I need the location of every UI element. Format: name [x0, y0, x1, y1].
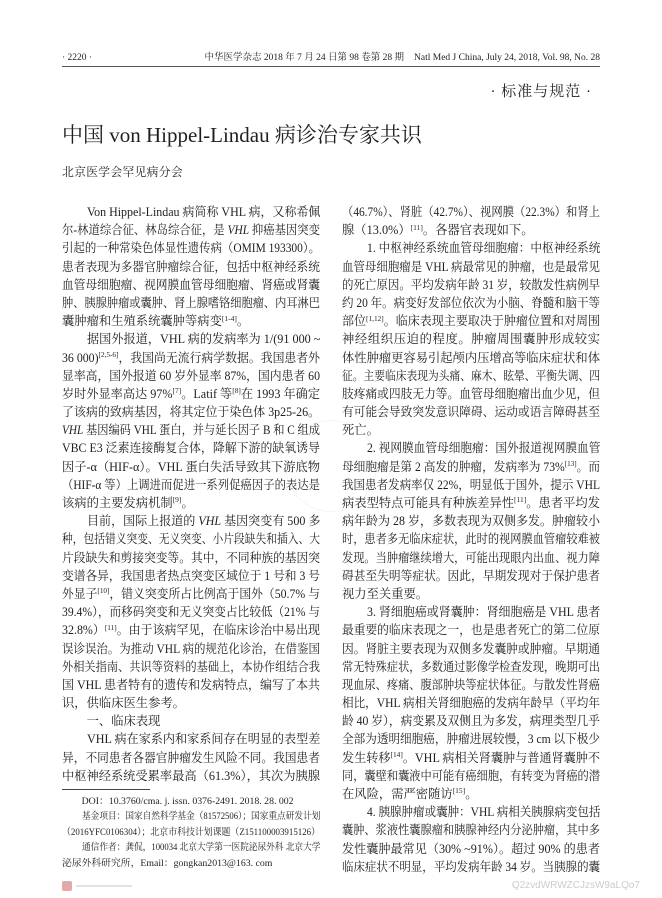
text-run: 发性囊肿最常见（30% ~91%）。超过 90% 的患者 [342, 841, 600, 856]
text-run: 体性肿瘤更容易引起颅内压增高等临床症状和体 [342, 350, 600, 365]
text-line [342, 330, 600, 348]
text-line-content [62, 494, 194, 512]
text-run: 尔-林道综合征、林岛综合征，是 [62, 223, 228, 238]
paragraph [342, 439, 600, 603]
publisher-logo-icon [62, 881, 132, 891]
text-line [342, 567, 600, 585]
text-line-content [62, 585, 320, 603]
text-line-content [367, 239, 600, 257]
text-line [342, 640, 600, 658]
text-line-content [342, 676, 600, 694]
text-run: 基因突变有 500 多 [220, 514, 321, 529]
article-title: 中国 von Hippel-Lindau 病诊治专家共识 [62, 123, 422, 147]
text-line [342, 785, 600, 803]
text-line-content [87, 712, 161, 730]
text-run: 外相关指南、共识等资料的基础上，本协作组结合我 [62, 659, 321, 674]
text-line [62, 712, 320, 730]
section-label: · 标准与规范 · [490, 84, 592, 100]
text-line [62, 276, 320, 294]
text-run: 片段缺失和剪接突变等。其中，不同种族的基因突 [62, 550, 320, 565]
text-line-content [87, 730, 320, 748]
text-line [62, 549, 320, 567]
text-line [62, 494, 320, 512]
text-line-content [62, 549, 320, 567]
text-line [62, 349, 320, 367]
text-line [62, 421, 320, 439]
paragraph [342, 803, 600, 876]
citation-ref: [14] [390, 750, 403, 760]
text-run: 因。肾脏主要表现为双侧多发囊肿或肿瘤。早期通 [342, 641, 600, 656]
text-run: 囊肿瘤和生殖系统囊肿等病变 [62, 314, 222, 329]
citation-ref: [11] [104, 622, 117, 632]
text-run: 误诊误治。为推动 VHL 病的规范化诊治，在借鉴国 [62, 641, 320, 656]
citation-ref: [11] [410, 222, 423, 232]
text-run: VHL 病在家系内和家系间存在明显的表型差 [86, 732, 320, 747]
footnote-text: （2016YFC0106304）；北京市科技计划课题（Z151100003915126） [62, 826, 320, 838]
text-run: 1. 中枢神经系统血管母细胞瘤：中枢神经系统 [366, 241, 601, 256]
text-line [342, 203, 600, 221]
text-line [342, 767, 600, 785]
text-run: 岁时外显率高达 97% [62, 386, 173, 401]
text-run: 的死亡原因。平均发病年龄 31 岁，较散发性病例早 [342, 277, 601, 292]
text-line-content [62, 439, 320, 457]
text-run: 外显子 [62, 586, 98, 601]
text-run: Von Hippel-Lindau 病简称 VHL 病，又称希佩 [86, 205, 320, 219]
text-line-content [62, 349, 320, 367]
text-run: 据国外报道，VHL 病的发病率为 1/(91 000 ~ [86, 332, 320, 347]
text-line-content [62, 312, 249, 330]
text-run: 全部为透明细胞癌，肿瘤进展较慢，3 cm 以下极少 [342, 732, 600, 747]
text-line-content [342, 494, 600, 512]
text-line [62, 476, 320, 494]
text-line-content [62, 621, 320, 639]
text-line-content [62, 749, 320, 767]
text-run: 引起的一种常染色体显性遗传病（OMIM 193300）。 [62, 241, 321, 256]
text-line-content [367, 439, 600, 457]
text-line [62, 530, 320, 548]
text-line [342, 821, 600, 839]
right-column [342, 203, 600, 876]
text-run: 母细胞瘤是第 2 高发的肿瘤，发病率为 73% [342, 459, 565, 474]
text-run: 临床症状不明显，平均发病年龄 34 岁。当胰腺的囊 [342, 859, 601, 874]
text-line-content [87, 330, 320, 348]
citation-ref: [15] [452, 786, 466, 796]
text-run: 。各器官表现如下。 [422, 223, 534, 238]
text-run: 相比，VHL 病相关肾细胞癌的发病年龄早（平均年 [342, 696, 600, 711]
text-run: 有可能会导致突发意识障碍、运动或语言障碍甚至 [342, 405, 600, 420]
text-line [342, 840, 600, 858]
text-line-content [342, 840, 600, 858]
text-run: 该病的主要发病机制 [62, 496, 173, 510]
text-run: 。VHL 病相关肾囊肿与普通肾囊肿不 [402, 750, 600, 765]
text-run: 部位 [342, 314, 367, 329]
text-line-content [62, 403, 320, 421]
text-line-content [62, 767, 320, 785]
text-run: 异，不同患者各器官肿瘤发生风险不同。我国患者 [62, 750, 320, 765]
text-line [342, 494, 600, 512]
text-run: 39.4%），而移码突变和无义突变占比较低（21% 与 [62, 605, 320, 620]
text-run: 龄 40 岁），病变累及双侧且为多发，病理类型几乎 [342, 714, 601, 729]
text-line-content [342, 403, 600, 421]
text-line-content [342, 567, 600, 585]
text-line-content [62, 603, 320, 621]
text-line [62, 439, 320, 457]
text-line-content [342, 785, 478, 803]
footnote-line [62, 856, 320, 871]
text-run: 碍甚至失明等症状。因此，早期发现对于保护患者 [342, 568, 600, 583]
text-run: 病年龄为 28 岁，多数表现为双侧多发。肿瘤较小 [342, 514, 600, 529]
text-line [342, 749, 600, 767]
watermark-code: Q2zvdWRWZCJzsW9aLQo7 [511, 880, 640, 891]
text-line-content [62, 658, 320, 676]
left-column [62, 203, 320, 785]
text-line [62, 658, 320, 676]
text-line-content [342, 258, 600, 276]
text-run: 囊肿、浆液性囊腺瘤和胰腺神经内分泌肿瘤，其中多 [342, 823, 601, 838]
text-line [62, 367, 320, 385]
paragraph [342, 239, 600, 439]
journal-name-en: Natl Med J China, July 24, 2018, Vol. 98, No. 28 [414, 53, 600, 63]
text-run: 。由于该病罕见，在临床诊治中易出现 [116, 623, 320, 638]
footnote-line [62, 794, 320, 809]
footnotes [62, 794, 320, 871]
text-line-content [342, 367, 600, 385]
text-run: 我国患者发病率仅 22%，明显低于国外，提示 VHL [342, 477, 600, 492]
text-line [342, 294, 600, 312]
text-line [62, 640, 320, 658]
text-line-content [62, 367, 320, 385]
text-line [62, 458, 320, 476]
text-run: 因子-α（HIF-α）。VHL 蛋白失活导致其下游底物 [62, 459, 320, 474]
text-line [342, 585, 600, 603]
running-header [205, 52, 600, 64]
text-run: （46.7%）、肾脏（42.7%）、视网膜（22.3%）和肾上 [342, 205, 601, 219]
text-line-content [62, 294, 320, 312]
text-line-content [367, 803, 600, 821]
text-run: 显率高，国外报道 60 岁外显率 87%，国内患者 60 [62, 368, 320, 383]
text-line [342, 385, 600, 403]
text-line [62, 221, 320, 239]
text-line [62, 239, 320, 257]
text-line [342, 258, 600, 276]
article-author: 北京医学会罕见病分会 [62, 165, 183, 179]
text-line-content [342, 221, 534, 239]
footnote-text: 基金项目：国家自然科学基金（81572506）；国家重点研发计划 [81, 811, 321, 823]
publisher-logo-mark [62, 881, 72, 891]
text-line [62, 676, 320, 694]
text-run: 死亡。 [342, 423, 379, 438]
text-run: 。 [181, 496, 194, 510]
text-line [342, 512, 600, 530]
text-line-content [342, 730, 600, 748]
text-line-content [62, 640, 320, 658]
text-line [62, 585, 320, 603]
footnote-line [62, 840, 320, 855]
text-run: 4. 胰腺肿瘤或囊肿：VHL 病相关胰腺病变包括 [366, 805, 600, 820]
text-line-content [62, 276, 320, 294]
text-line-content [62, 530, 320, 548]
paragraph [342, 203, 600, 239]
text-line [62, 567, 320, 585]
text-run: 识，供临床医生参考。 [62, 696, 185, 711]
text-line [342, 421, 600, 439]
text-line [342, 239, 600, 257]
text-line [342, 712, 600, 730]
text-run: 在风险，需严密随访 [342, 787, 453, 801]
citation-ref: [13] [564, 459, 577, 469]
citation-ref: [7] [172, 386, 182, 396]
text-line-content [342, 858, 600, 876]
text-line-content [342, 203, 600, 221]
text-line [62, 312, 320, 330]
text-line-content [342, 476, 600, 494]
text-run: 抑癌基因突变 [249, 223, 320, 238]
footnote-line [62, 809, 320, 824]
text-line [62, 512, 320, 530]
citation-ref: [1-4] [221, 313, 237, 323]
text-run: 目前，国际上报道的 [86, 514, 198, 529]
text-run: 神经组织压迫的程度。肿瘤周围囊肿形成较实 [342, 332, 601, 347]
text-run: 血管母细胞瘤是 VHL 病最常见的肿瘤，也是最常见 [342, 259, 600, 274]
text-line-content [342, 276, 600, 294]
text-line-content [62, 421, 320, 439]
text-line [342, 549, 600, 567]
text-line-content [342, 294, 600, 312]
text-run: 一、临床表现 [86, 714, 161, 729]
text-line-content [342, 694, 600, 712]
text-run: 时，患者多无临床症状，此时的视网膜血管瘤较难被 [342, 532, 601, 547]
text-line [62, 330, 320, 348]
gene-symbol: VHL [197, 514, 221, 529]
text-line [342, 658, 600, 676]
text-run: 中枢神经系统受累率最高（61.3%），其次为胰腺 [62, 768, 320, 783]
text-line-content [342, 621, 600, 639]
text-line [62, 403, 320, 421]
text-line [342, 221, 600, 239]
text-run: 种，包括错义突变、无义突变、小片段缺失和插入、大 [62, 532, 321, 547]
text-run: 。而 [576, 459, 601, 474]
text-run: 腺（13.0%） [342, 223, 411, 238]
text-run: VBC E3 泛素连接酶复合体，降解下游的缺氧诱导 [62, 441, 320, 456]
text-line [62, 767, 320, 785]
text-run: ，我国尚无流行病学数据。我国患者外 [118, 350, 321, 365]
gene-symbol: VHL [227, 223, 250, 238]
text-line [342, 349, 600, 367]
footnote-text: 泌尿外科研究所，Email：gongkan2013@163. com [62, 857, 273, 869]
text-line-content [342, 312, 600, 330]
text-line-content [342, 330, 601, 348]
text-line [62, 730, 320, 748]
text-run: 3. 肾细胞癌或肾囊肿：肾细胞癌是 VHL 患者 [366, 605, 600, 620]
footnote-rule [62, 789, 150, 790]
text-line-content [62, 694, 185, 712]
text-line [62, 294, 320, 312]
footnote-text: 通信作者：龚侃，100034 北京大学第一医院泌尿外科 北京大学 [81, 842, 321, 854]
text-run: 在 1993 年确定 [240, 386, 321, 401]
text-line [342, 530, 600, 548]
text-run: （HIF-α 等）上调进而促进一系列促癌因子的表达是 [62, 477, 321, 492]
text-line-content [62, 676, 320, 694]
text-line [342, 803, 600, 821]
text-line [342, 403, 600, 421]
text-run: 32.8%） [62, 623, 105, 638]
text-line [342, 858, 600, 876]
text-run: 变谱各异，我国患者热点突变区域位于 1 号和 3 号 [62, 568, 320, 583]
journal-name-cn: 中华医学杂志 2018 年 7 月 24 日第 98 卷第 28 期 [204, 53, 405, 63]
text-run: 患者表现为多器官肿瘤综合征，包括中枢神经系统 [62, 259, 320, 274]
text-run: 常无特殊症状，多数通过影像学检查发现，晚期可出 [342, 659, 601, 674]
text-line [342, 676, 600, 694]
text-run: 36 000) [62, 350, 99, 365]
text-line [62, 385, 320, 403]
text-line-content [342, 549, 600, 567]
footnote-text: DOI：10.3760/cma. j. issn. 0376-2491. 2018. 28. 002 [81, 796, 294, 807]
text-line [342, 439, 600, 457]
paragraph [62, 512, 320, 712]
section-heading [62, 712, 320, 730]
text-line-content [342, 821, 600, 839]
text-line-content [87, 203, 320, 221]
text-line [342, 312, 600, 330]
text-run: 了该病的致病基因，将其定位于染色体 3p25-26。 [62, 405, 321, 420]
text-run: 2. 视网膜血管母细胞瘤：国外报道视网膜血管 [366, 441, 601, 456]
text-line-content [62, 221, 320, 239]
text-line-content [342, 458, 600, 476]
text-line [62, 603, 320, 621]
text-line-content [342, 712, 600, 730]
text-run: 肢疼痛或四肢无力等。血管母细胞瘤出血少见，但 [342, 386, 600, 401]
text-line [62, 258, 320, 276]
text-line-content [342, 349, 600, 367]
paragraph [62, 730, 320, 785]
text-line-content [62, 385, 320, 403]
citation-ref: [9] [172, 495, 182, 505]
citation-ref: [10] [97, 586, 110, 596]
text-run: 。 [236, 314, 250, 329]
citation-ref: [8] [232, 386, 241, 396]
text-line-content [62, 458, 320, 476]
text-line [342, 276, 600, 294]
text-run: 肿、胰腺肿瘤或囊肿、肾上腺嗜铬细胞瘤、内耳淋巴 [62, 295, 321, 310]
text-line-content [367, 603, 600, 621]
text-run: 发现。当肿瘤继续增大，可能出现眼内出血、视力障 [342, 550, 601, 565]
citation-ref: [1,12] [366, 313, 384, 323]
text-line-content [342, 749, 600, 767]
text-line [342, 603, 600, 621]
text-line-content [342, 421, 379, 439]
text-line [62, 694, 320, 712]
text-run: 。Latif 等 [181, 386, 233, 401]
text-run: 最重要的临床表现之一，也是患者死亡的第二位原 [342, 623, 600, 638]
text-run: 病表型特点可能具有种族差异性 [342, 496, 515, 510]
text-run: 基因编码 VHL 蛋白，并与延长因子 B 和 C 组成 [83, 423, 320, 438]
text-run: 现血尿、疼痛、腹部肿块等症状体征。与散发性肾癌 [342, 677, 601, 692]
text-line [62, 203, 320, 221]
text-line-content [342, 530, 600, 548]
text-run: 同，囊壁和囊液中可能有癌细胞，有转变为肾癌的潜 [342, 768, 601, 783]
text-line-content [62, 258, 320, 276]
text-line-content [62, 567, 320, 585]
citation-ref: [2,5-6] [98, 349, 119, 359]
text-line-content [87, 512, 320, 530]
text-run: 视力至关重要。 [342, 586, 429, 601]
text-line-content [342, 658, 600, 676]
paragraph [62, 203, 320, 330]
text-line [342, 476, 600, 494]
footnote-line [62, 825, 320, 840]
text-line-content [62, 476, 320, 494]
gene-symbol: VHL [62, 423, 84, 438]
text-line-content [342, 385, 600, 403]
text-run: 血管母细胞瘤、视网膜血管母细胞瘤、肾癌或肾囊 [62, 277, 320, 292]
text-line [62, 749, 320, 767]
text-line [342, 458, 600, 476]
header-rule [62, 66, 600, 67]
text-line-content [62, 239, 320, 257]
text-run: 约 20 年。病变好发部位依次为小脑、脊髓和脑干等 [342, 295, 601, 310]
text-line-content [342, 585, 428, 603]
text-line [342, 694, 600, 712]
citation-ref: [11] [514, 495, 527, 505]
publisher-logo-bar [76, 885, 132, 887]
paragraph [342, 603, 600, 803]
text-line [342, 367, 600, 385]
text-run: ，错义突变所占比例高于国外（50.7% 与 [109, 586, 321, 601]
text-run: 。患者平均发 [526, 496, 601, 510]
text-run: 国 VHL 患者特有的遗传和发病特点，编写了本共 [62, 677, 320, 692]
text-line [62, 621, 320, 639]
text-line [342, 730, 600, 748]
text-run: 发生转移 [342, 750, 391, 765]
paragraph [62, 330, 320, 512]
page-number: · 2220 · [62, 53, 93, 63]
text-line-content [342, 512, 600, 530]
text-run: 。临床表现主要取决于肿瘤位置和对周围 [383, 314, 600, 329]
text-line-content [342, 767, 600, 785]
text-line [342, 621, 600, 639]
text-run: 征。主要临床表现为头痛、麻木、眩晕、平衡失调、四 [342, 368, 601, 383]
text-line-content [342, 640, 600, 658]
text-run: 。 [465, 787, 478, 801]
